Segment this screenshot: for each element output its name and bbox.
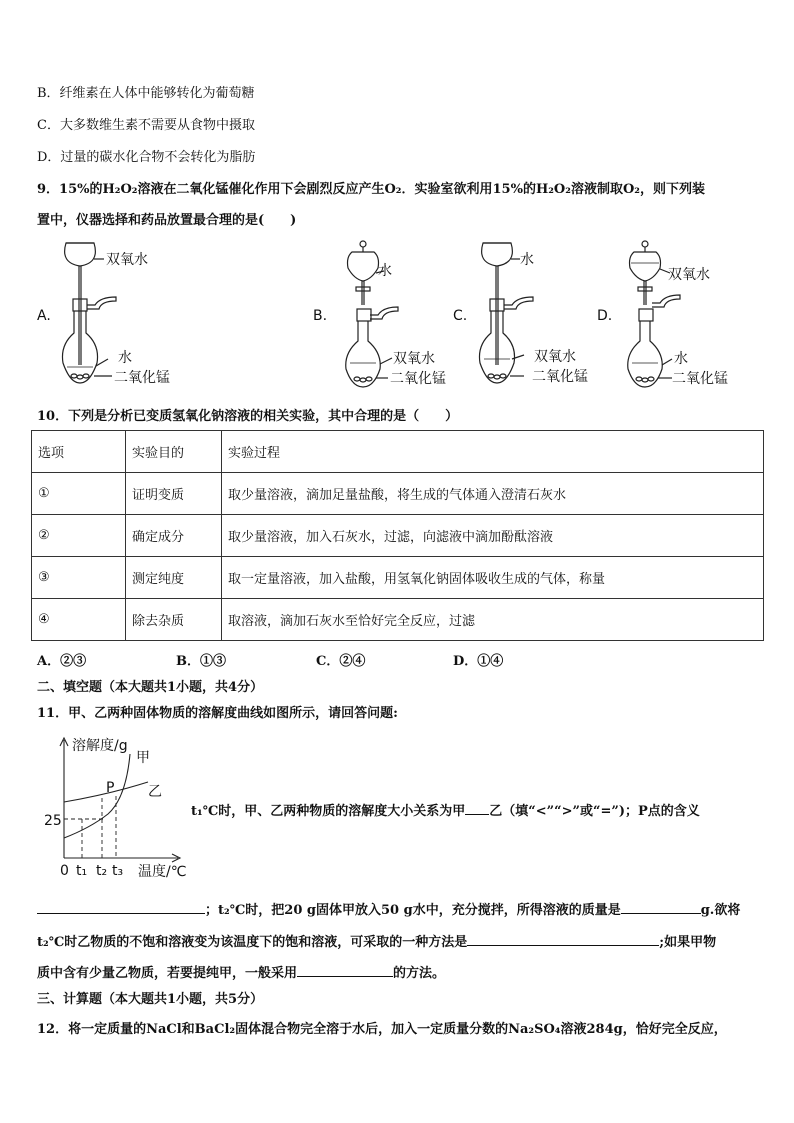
point-p-label: P — [106, 780, 115, 796]
table-row — [32, 473, 764, 515]
table-row — [32, 515, 764, 557]
x-tick-t2: t₂ — [96, 863, 108, 879]
x-axis-label: 温度/℃ — [138, 864, 187, 880]
q9-d-flask-label-1: 水 — [674, 351, 688, 367]
table-row — [32, 599, 764, 641]
q9-d-flask-label-2: 二氧化锰 — [672, 371, 728, 387]
q9-option-b-letter: B. — [313, 308, 328, 324]
curve-jia-label: 甲 — [136, 750, 150, 766]
answer-blank-3[interactable] — [621, 900, 701, 914]
q10-stem: 10．下列是分析已变质氢氧化钠溶液的相关实验，其中合理的是（ ） — [37, 409, 459, 424]
solubility-curve-graph — [30, 730, 200, 882]
q9-option-c-letter: C. — [453, 308, 468, 324]
table-cell: 确定成分 — [126, 515, 222, 557]
q10-option-b: B．①③ — [176, 654, 226, 669]
table-cell: 取少量溶液，滴加足量盐酸，将生成的气体通入澄清石灰水 — [222, 473, 764, 515]
section-2-heading: 二、填空题（本大题共1小题，共4分） — [37, 680, 264, 695]
q11-text-3: t₂℃时乙物质的不饱和溶液变为该温度下的饱和溶液，可采取的一种方法是 — [37, 935, 468, 950]
q11-question-line3 — [37, 931, 716, 950]
section-3-heading: 三、计算题（本大题共1小题，共5分） — [37, 992, 264, 1007]
q11-text-2: ；t₂℃时，把20 g固体甲放入50 g水中，充分搅拌，所得溶液的质量是 — [205, 903, 621, 918]
q9-stem-line1: 9．15%的H₂O₂溶液在二氧化锰催化作用下会剧烈反应产生O₂．实验室欲利用15%的H₂O₂溶液制取O₂，则下列装 — [37, 182, 705, 197]
q9-a-top-label: 双氧水 — [106, 252, 148, 268]
q11-text-2b: g.欲将 — [700, 903, 741, 918]
table-row — [32, 557, 764, 599]
q9-c-top-label: 水 — [520, 252, 534, 268]
q9-b-flask-label-2: 二氧化锰 — [390, 371, 446, 387]
q10-option-d: D．①④ — [453, 654, 504, 669]
table-cell: 取一定量溶液，加入盐酸，用氢氧化钠固体吸收生成的气体，称量 — [222, 557, 764, 599]
q9-a-flask-label-1: 水 — [118, 350, 132, 366]
q11-question-line1 — [191, 800, 700, 819]
curve-yi-label: 乙 — [148, 784, 162, 800]
apparatus-d — [628, 241, 680, 387]
q10-option-c: C．②④ — [316, 654, 366, 669]
table-header-row — [32, 431, 764, 473]
q9-b-top-label: 水 — [378, 263, 392, 279]
answer-blank-1[interactable] — [465, 801, 489, 815]
table-cell: 证明变质 — [126, 473, 222, 515]
table-cell: ① — [32, 473, 126, 515]
table-cell: 取溶液，滴加石灰水至恰好完全反应，过滤 — [222, 599, 764, 641]
q11-question-line2 — [37, 899, 740, 918]
q10-table — [31, 430, 764, 641]
q9-d-top-label: 双氧水 — [668, 267, 710, 283]
table-cell: ④ — [32, 599, 126, 641]
table-header-cell: 选项 — [32, 431, 126, 473]
q12-stem: 12．将一定质量的NaCl和BaCl₂固体混合物完全溶于水后，加入一定质量分数的Na₂SO₄溶液284g，恰好完全反应， — [37, 1022, 727, 1037]
answer-blank-2[interactable] — [37, 900, 205, 914]
table-header-cell: 实验过程 — [222, 431, 764, 473]
origin-label: 0 — [60, 863, 69, 879]
q9-option-d-letter: D. — [597, 308, 613, 324]
q8-option-d: D．过量的碳水化合物不会转化为脂肪 — [37, 150, 256, 165]
y-tick-25: 25 — [44, 813, 62, 829]
q9-stem-line2: 置中，仪器选择和药品放置最合理的是( ) — [37, 213, 297, 228]
table-header-cell: 实验目的 — [126, 431, 222, 473]
y-axis-label: 溶解度/g — [72, 738, 128, 754]
table-cell: 取少量溶液，加入石灰水，过滤，向滤液中滴加酚酞溶液 — [222, 515, 764, 557]
q11-text-4b: 的方法。 — [393, 966, 446, 981]
table-cell: ② — [32, 515, 126, 557]
q11-stem: 11．甲、乙两种固体物质的溶解度曲线如图所示，请回答问题: — [37, 706, 398, 721]
q8-option-c: C．大多数维生素不需要从食物中摄取 — [37, 118, 255, 133]
table-cell: 测定纯度 — [126, 557, 222, 599]
q9-c-flask-label-1: 双氧水 — [534, 349, 576, 365]
q11-text-4: 质中含有少量乙物质，若要提纯甲，一般采用 — [37, 966, 298, 981]
q9-b-flask-label-1: 双氧水 — [393, 351, 435, 367]
answer-blank-5[interactable] — [297, 963, 393, 977]
q9-c-flask-label-2: 二氧化锰 — [532, 369, 588, 385]
q11-text-1: t₁℃时，甲、乙两种物质的溶解度大小关系为甲 — [191, 804, 466, 819]
table-cell: ③ — [32, 557, 126, 599]
q9-apparatus-diagrams — [0, 235, 794, 395]
q11-question-line4 — [37, 962, 445, 981]
q9-option-a-letter: A. — [37, 308, 51, 324]
q11-text-1b: 乙（填“<”“>”或“=”)；P点的含义 — [489, 804, 700, 819]
q9-a-flask-label-2: 二氧化锰 — [114, 370, 170, 386]
q10-option-a: A．②③ — [37, 654, 87, 669]
x-tick-t3: t₃ — [112, 863, 124, 879]
answer-blank-4[interactable] — [467, 932, 659, 946]
x-tick-t1: t₁ — [76, 863, 88, 879]
q11-text-3b: ;如果甲物 — [659, 935, 717, 950]
q8-option-b: B．纤维素在人体中能够转化为葡萄糖 — [37, 86, 255, 101]
table-cell: 除去杂质 — [126, 599, 222, 641]
